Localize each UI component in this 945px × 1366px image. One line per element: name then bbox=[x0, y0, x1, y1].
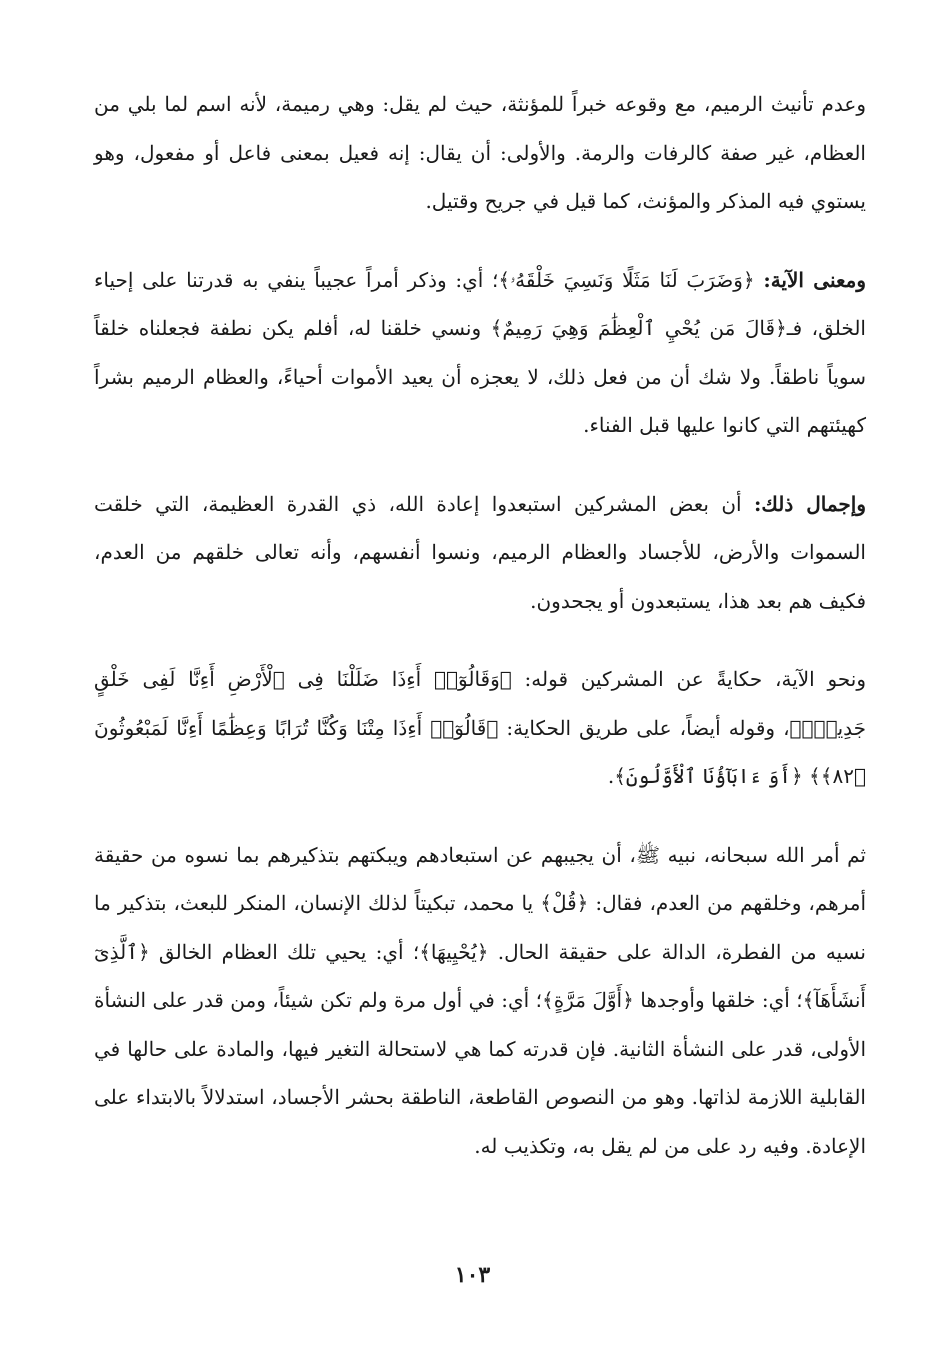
paragraph-1-text: وعدم تأنيث الرميم، مع وقوعه خبراً للمؤنثة، حيث لم يقل: وهي رميمة، لأنه اسم لما بلي من العظام، غير صفة كالرفات والرمة. والأولى: أن يقال: إنه فعيل بمعنى فاعل أو مفعول، وهو يستوي فيه المذكر والمؤنث، كما قيل في جريح وقتيل. bbox=[94, 92, 866, 213]
paragraph-1 bbox=[94, 80, 866, 226]
paragraph-4 bbox=[94, 655, 866, 801]
paragraph-3-lead: وإجمال ذلك: bbox=[753, 491, 866, 516]
paragraph-2-text: ﴿وَضَرَبَ لَنَا مَثَلًا وَنَسِيَ خَلْقَهُۥ﴾؛ أي: وذكر أمراً عجيباً ينفي به قدرتنا على إحياء الخلق، فـ﴿قَالَ مَن يُحْيِ ٱلْعِظَٰمَ وَهِيَ رَمِيمٌ﴾ ونسي خلقنا له، أفلم يكن نطفة فجعلناه خلقاً سوياً ناطقاً. ولا شك أن من فعل ذلك، لا يعجزه أن يعيد الأموات أحياءً، والعظام الرميم بشراً كهيئتهم التي كانوا عليها قبل الفناء. bbox=[94, 267, 866, 437]
paragraph-3-text: أن بعض المشركين استبعدوا إعادة الله، ذي القدرة العظيمة، التي خلقت السموات والأرض، للأجساد والعظام الرميم، ونسوا أنفسهم، وأنه تعالى خلقهم من العدم، فكيف هم بعد هذا، يستبعدون أو يجحدون. bbox=[94, 491, 866, 613]
paragraph-5-text: ثم أمر الله سبحانه، نبيه ﷺ، أن يجيبهم عن استبعادهم ويبكتهم بتذكيرهم بما نسوه من حقيقة أمرهم، وخلقهم من العدم، فقال: ﴿قُلْ﴾ يا محمد، تبكيتاً لذلك الإنسان، المنكر للبعث، بتذكير ما نسيه من الفطرة، الدالة على حقيقة الحال. ﴿يُحْيِيهَا﴾؛ أي: يحيي تلك العظام الخالق ﴿ٱلَّذِىٓ أَنشَأَهَآ﴾؛ أي: خلقها وأوجدها ﴿أَوَّلَ مَرَّةٍ﴾؛ أي: في أول مرة ولم تكن شيئاً، ومن قدر على النشأة الأولى، قدر على النشأة الثانية. فإن قدرته كما هي لاستحالة التغير فيها، والمادة على حالها في القابلية اللازمة لذاتها. وهو من النصوص القاطعة، الناطقة بحشر الأجساد، استدلالاً بالابتداء على الإعادة. وفيه رد على من لم يقل به، وتكذيب له. bbox=[94, 842, 866, 1158]
page-number: ١٠٣ bbox=[454, 1262, 491, 1288]
paragraph-2-lead: ومعنى الآية: bbox=[763, 267, 866, 292]
paragraph-4-text: ونحو الآية، حكايةً عن المشركين قوله: ﴿وَقَالُوٓا۟ أَءِذَا ضَلَلْنَا فِى ٱلْأَرْضِ أَءِنَّا لَفِى خَلْقٍ جَدِيدٍۭ﴾، وقوله أيضاً، على طريق الحكاية: ﴿قَالُوٓا۟ أَءِذَا مِتْنَا وَكُنَّا تُرَابًا وَعِظَٰمًا أَءِنَّا لَمَبْعُوثُونَ ﴿٨٢﴾﴾ ﴿أَوَ ءَابَآؤُنَا ٱلْأَوَّلُونَ﴾. bbox=[94, 667, 866, 788]
paragraph-3 bbox=[94, 480, 866, 626]
paragraph-5 bbox=[94, 831, 866, 1171]
page-body bbox=[94, 80, 866, 1340]
paragraph-2 bbox=[94, 256, 866, 450]
